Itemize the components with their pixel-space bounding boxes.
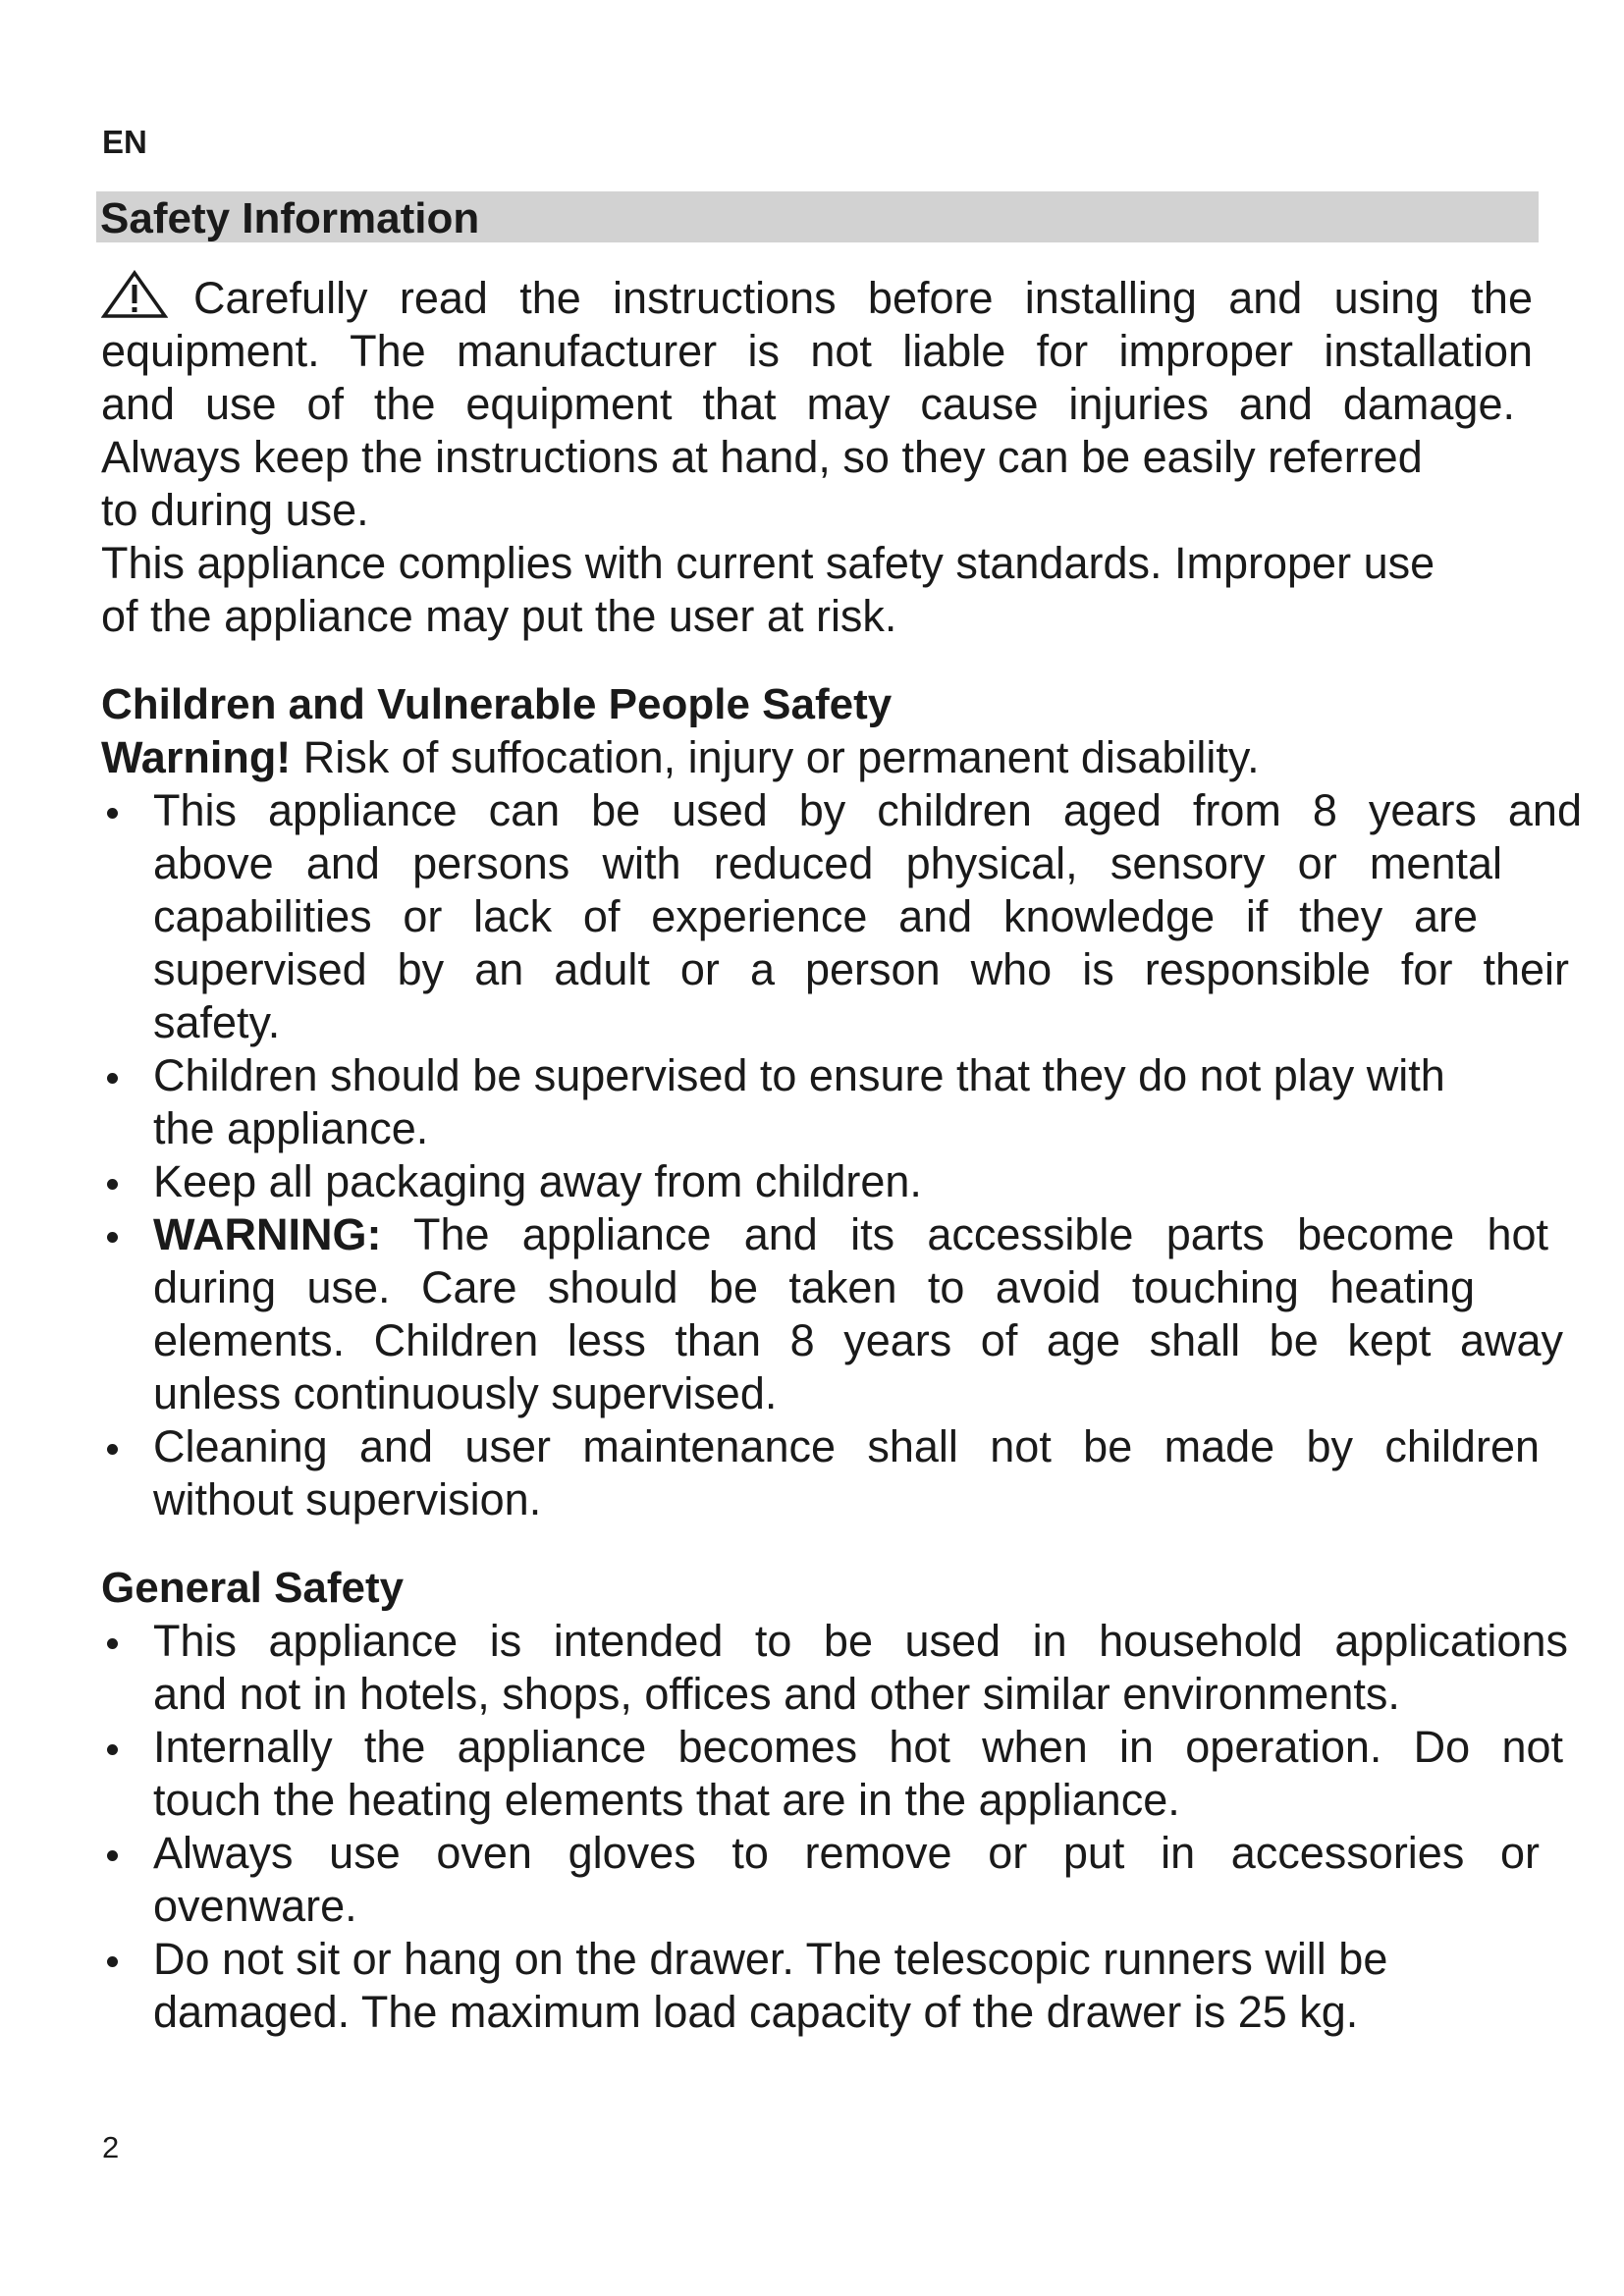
section-title-bar	[96, 191, 1539, 242]
children-bullet-list	[101, 784, 1582, 1526]
list-item: Do not sit or hang on the drawer. The telescopic runners will be damaged. The maximum load capacity of the drawer is 25 kg.	[101, 1933, 1574, 2039]
children-safety-heading: Children and Vulnerable People Safety	[101, 680, 893, 728]
page-number: 2	[102, 2130, 120, 2164]
intro-line-5: to during use.	[101, 485, 369, 535]
page-title: Safety Information	[100, 194, 480, 242]
intro-line-7: of the appliance may put the user at risk.	[101, 591, 897, 641]
list-item: Children should be supervised to ensure that they do not play with the appliance.	[101, 1049, 1574, 1155]
document-body	[101, 270, 1582, 2039]
general-safety-section	[101, 1562, 1574, 2039]
suffocation-warning	[101, 731, 1574, 784]
list-item: This appliance can be used by children aged from 8 years and above and persons with reduced physical, sensory or mental capabilities or lack of experience and knowledge if they are supervised by an adult or a person who is responsible for their safety.	[101, 784, 1574, 1049]
list-item: Keep all packaging away from children.	[101, 1155, 1574, 1208]
intro-paragraph	[101, 270, 1574, 643]
intro-line-3: and use of the equipment that may cause injuries and damage.	[101, 379, 1515, 429]
list-item: Cleaning and user maintenance shall not be made by children without supervision.	[101, 1420, 1574, 1526]
warning-triangle-icon	[101, 270, 168, 319]
warning-text: Risk of suffocation, injury or permanent disability.	[291, 732, 1260, 782]
list-item: This appliance is intended to be used in household applications and not in hotels, shops, offices and other similar environments.	[101, 1615, 1574, 1721]
intro-line-4: Always keep the instructions at hand, so they can be easily referred	[101, 432, 1423, 482]
intro-line-6: This appliance complies with current safety standards. Improper use	[101, 538, 1435, 588]
general-bullet-list	[101, 1615, 1574, 2039]
list-item: WARNING: The appliance and its accessible parts become hot during use. Care should be taken to avoid touching heating elements. Children less than 8 years of age shall be kept away unless continuously supervised.	[101, 1208, 1574, 1420]
list-item: Internally the appliance becomes hot when in operation. Do not touch the heating elements that are in the appliance.	[101, 1721, 1574, 1827]
warning-caps-label: WARNING:	[153, 1209, 382, 1259]
intro-line-2: equipment. The manufacturer is not liable for improper installation	[101, 326, 1533, 376]
language-code: EN	[102, 124, 147, 160]
children-safety-section	[101, 678, 1582, 1526]
intro-line-1: Carefully read the instructions before installing and using the	[101, 270, 1533, 325]
warning-label: Warning!	[101, 732, 292, 782]
list-item: Always use oven gloves to remove or put in accessories or ovenware.	[101, 1827, 1574, 1933]
general-safety-heading: General Safety	[101, 1564, 405, 1612]
